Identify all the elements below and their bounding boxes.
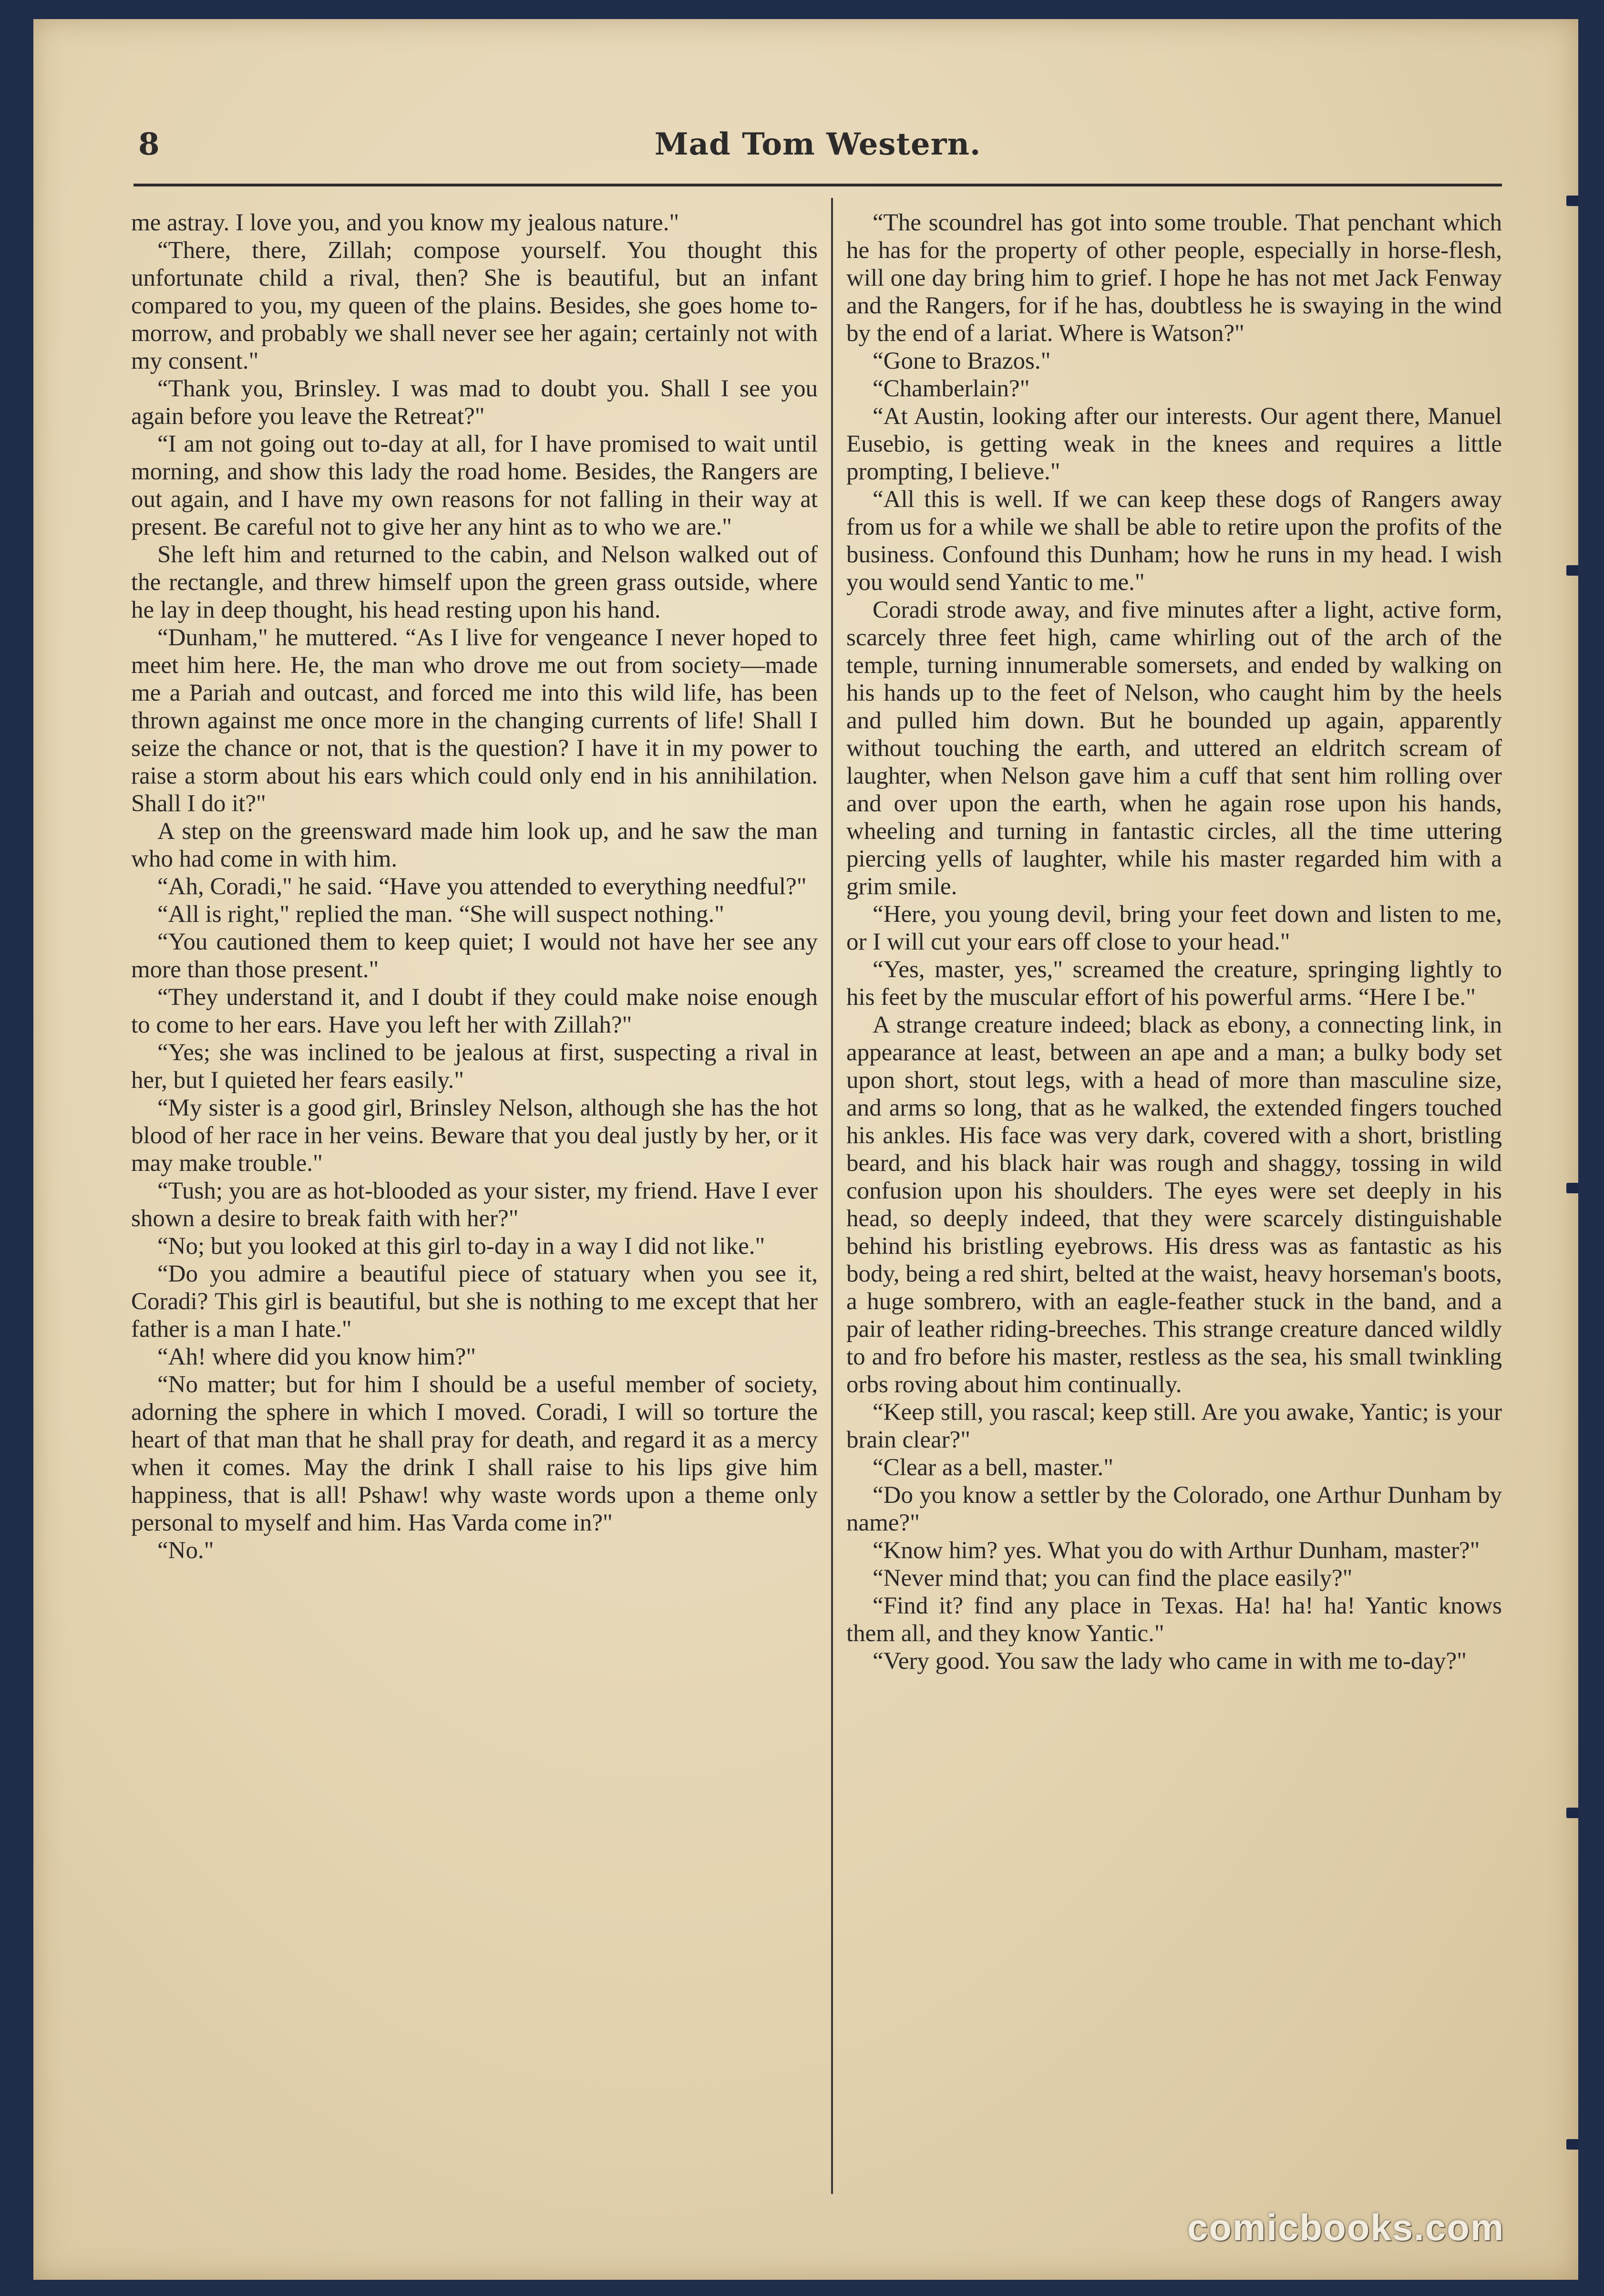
staple-mark — [1566, 1808, 1578, 1818]
paragraph: “Thank you, Brinsley. I was mad to doubt you. Shall I see you again before you leave the Retreat?" — [131, 375, 818, 430]
staple-mark — [1566, 1183, 1578, 1193]
page-header — [138, 122, 1497, 179]
paragraph: “Know him? yes. What you do with Arthur Dunham, master?" — [873, 1537, 1480, 1564]
paragraph: “Find it? find any place in Texas. Ha! ha! ha! Yantic knows them all, and they know Yantic." — [846, 1593, 1502, 1647]
paragraph: “Chamberlain?" — [873, 375, 1030, 402]
paragraph: “Here, you young devil, bring your feet down and listen to me, or I will cut your ears off close to your head." — [846, 901, 1502, 955]
paragraph: “Never mind that; you can find the place easily?" — [873, 1565, 1353, 1592]
left-column — [131, 209, 818, 2193]
watermark: comicbooks.com — [1187, 2206, 1505, 2248]
paragraph: “Do you know a settler by the Colorado, one Arthur Dunham by name?" — [846, 1482, 1502, 1536]
staple-mark — [1566, 196, 1578, 206]
staple-mark — [1566, 565, 1578, 576]
paragraph: “No; but you looked at this girl to-day in a way I did not like." — [157, 1233, 765, 1260]
paragraph: She left him and returned to the cabin, and Nelson walked out of the rectangle, and threw himself upon the green grass outside, where he lay in deep thought, his head resting upon his hand. — [131, 541, 818, 623]
staple-mark — [1566, 2139, 1578, 2150]
paragraph: me astray. I love you, and you know my jealous nature." — [131, 209, 679, 236]
paragraph: “Very good. You saw the lady who came in with me to-day?" — [873, 1648, 1467, 1675]
paragraph: “Keep still, you rascal; keep still. Are you awake, Yantic; is your brain clear?" — [846, 1399, 1502, 1453]
paragraph: “Yes, master, yes," screamed the creature, springing lightly to his feet by the muscular effort of his powerful arms. “Here I be." — [846, 956, 1502, 1011]
paragraph: “No." — [157, 1537, 214, 1564]
paragraph: “Tush; you are as hot-blooded as your sister, my friend. Have I ever shown a desire to break faith with her?" — [131, 1178, 818, 1232]
page-number: 8 — [138, 126, 160, 162]
paragraph: “No matter; but for him I should be a useful member of society, adorning the sphere in which I moved. Coradi, I will so torture the heart of that man that he shall pray for death, and regard it as a mercy when it comes. May the drink I shall raise to his lips give him happiness, that is all! Pshaw! why waste words upon a theme only personal to myself and him. Has Varda come in?" — [131, 1371, 818, 1536]
header-rule — [134, 184, 1502, 186]
paragraph: “They understand it, and I doubt if they could make noise enough to come to her ears. Have you left her with Zillah?" — [131, 984, 818, 1038]
paragraph: “Yes; she was inclined to be jealous at first, suspecting a rival in her, but I quieted her fears easily." — [131, 1039, 818, 1094]
paragraph: “I am not going out to-day at all, for I have promised to wait until morning, and show this lady the road home. Besides, the Rangers are out again, and I have my own reasons for not falling in their way at present. Be careful not to give her any hint as to who we are." — [131, 431, 818, 540]
paragraph: “My sister is a good girl, Brinsley Nelson, although she has the hot blood of her race in her veins. Beware that you deal justly by her, or it may make trouble." — [131, 1095, 818, 1177]
paragraph: “Ah! where did you know him?" — [157, 1344, 476, 1370]
column-divider — [831, 198, 833, 2194]
paragraph: “Dunham," he muttered. “As I live for vengeance I never hoped to meet him here. He, the man who drove me out from society—made me a Pariah and outcast, and forced me into this wild life, has been thrown against me once more in the changing currents of life! Shall I seize the chance or not, that is the question? I have it in my power to raise a storm about his ears which could only end in his annihilation. Shall I do it?" — [131, 624, 818, 817]
running-title: Mad Tom Western. — [654, 126, 981, 162]
paragraph: “At Austin, looking after our interests. Our agent there, Manuel Eusebio, is getting weak in the knees and requires a little prompting, I believe." — [846, 403, 1502, 485]
paragraph: “Clear as a bell, master." — [873, 1454, 1114, 1481]
right-column — [846, 209, 1502, 2193]
paragraph: “All is right," replied the man. “She will suspect nothing." — [157, 901, 724, 928]
paragraph: “Do you admire a beautiful piece of statuary when you see it, Coradi? This girl is beautiful, but she is nothing to me except that her father is a man I hate." — [131, 1261, 818, 1343]
paragraph: A strange creature indeed; black as ebony, a connecting link, in appearance at least, between an ape and a man; a bulky body set upon short, stout legs, with a head of more than masculine size, and arms so long, that as he walked, the extended fingers touched his ankles. His face was very dark, covered with a short, bristling beard, and his black hair was rough and shaggy, tossing in wild confusion upon his shoulders. The eyes were set deeply in his head, so deeply indeed, that they were scarcely distinguishable behind his bristling eyebrows. His dress was as fantastic as his body, being a red shirt, belted at the waist, heavy horseman's boots, a huge sombrero, with an eagle-feather stuck in the band, and a pair of leather riding-breeches. This strange creature danced wildly to and fro before his master, restless as the sea, his small twinkling orbs roving about him continually. — [846, 1012, 1502, 1398]
paragraph: “There, there, Zillah; compose yourself. You thought this unfortunate child a rival, then? She is beautiful, but an infant compared to you, my queen of the plains. Besides, she goes home to-morrow, and probably we shall never see her again; certainly not with my consent." — [131, 237, 818, 374]
paragraph: A step on the greensward made him look up, and he saw the man who had come in with him. — [131, 818, 818, 872]
paragraph: “Ah, Coradi," he said. “Have you attended to everything needful?" — [157, 873, 807, 900]
paragraph: “You cautioned them to keep quiet; I would not have her see any more than those present." — [131, 929, 818, 983]
document-page — [33, 19, 1578, 2280]
paragraph: “The scoundrel has got into some trouble. That penchant which he has for the property of other people, especially in horse-flesh, will one day bring him to grief. I hope he has not met Jack Fenway and the Rangers, for if he has, doubtless he is swaying in the wind by the end of a lariat. Where is Watson?" — [846, 209, 1502, 347]
paragraph: Coradi strode away, and five minutes after a light, active form, scarcely three feet high, came whirling out of the arch of the temple, turning innumerable somersets, and ended by walking on his hands up to the feet of Nelson, who caught him by the heels and pulled him down. But he bounded up again, apparently without touching the earth, and uttered an eldritch scream of laughter, when Nelson gave him a cuff that sent him rolling over and over upon the earth, when he again rose upon his hands, wheeling and turning in fantastic circles, all the time uttering piercing yells of laughter, while his master regarded him with a grim smile. — [846, 597, 1502, 900]
paragraph: “Gone to Brazos." — [873, 348, 1051, 374]
paragraph: “All this is well. If we can keep these dogs of Rangers away from us for a while we shall be able to retire upon the profits of the business. Confound this Dunham; how he runs in my head. I wish you would send Yantic to me." — [846, 486, 1502, 596]
